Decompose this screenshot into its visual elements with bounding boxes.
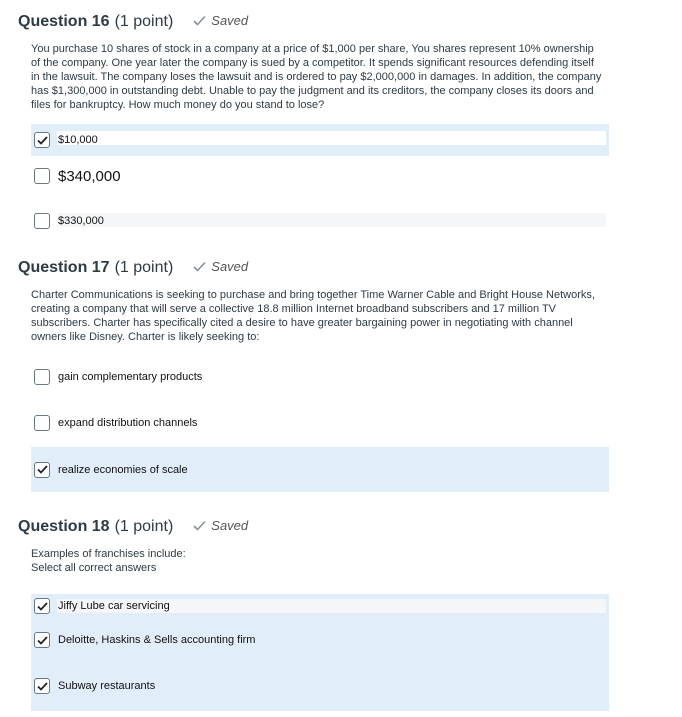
question-text: Charter Communications is seeking to purchase and bring together Time Warner Cable and Bright House Networks, creating a company that will serve a collective 18.8 million Internet broadband subscribers and 17 million TV subscribers. Charter has specifically cited a desire to have greater bargaining power in negotiating with channel owners like Disney. Charter is likely seeking to: — [31, 289, 595, 343]
answer-option[interactable] — [31, 365, 609, 389]
answer-label: Subway restaurants — [58, 680, 156, 692]
answer-label: expand distribution channels — [58, 417, 198, 429]
answer-label: realize economies of scale — [58, 463, 188, 476]
answer-label: Deloitte, Haskins & Sells accounting firm — [58, 634, 256, 646]
question-points: (1 point) — [114, 518, 174, 535]
answer-checkbox[interactable] — [34, 132, 50, 148]
saved-status — [193, 13, 248, 28]
answer-option[interactable] — [31, 674, 609, 698]
checkmark-icon — [193, 15, 206, 26]
answer-checkbox[interactable] — [34, 415, 50, 431]
answer-checkbox[interactable] — [34, 678, 50, 694]
checkmark-icon — [193, 261, 206, 272]
answer-label: $340,000 — [58, 167, 121, 185]
checkmark-icon — [37, 682, 48, 691]
answer-option[interactable] — [31, 628, 609, 652]
answer-option[interactable] — [31, 411, 609, 435]
answer-option[interactable] — [31, 447, 609, 492]
answer-checkbox[interactable] — [34, 632, 50, 648]
question-text: You purchase 10 shares of stock in a company at a price of $1,000 per share, You shares represent 10% ownership of the company. One year later the company is sued by a competitor. It spends significant resources defending itself in the lawsuit. The company loses the lawsuit and is ordered to pay $2,000,000 in damages. In addition, the company has $1,300,000 in outstanding debt. Unable to pay the judgment and its creditors, the company closes its doors and files for bankruptcy. How much money do you stand to lose? — [31, 43, 602, 111]
answer-checkbox[interactable] — [34, 598, 50, 614]
question-17-header — [18, 259, 248, 277]
checkmark-icon — [37, 602, 48, 611]
answer-option[interactable] — [31, 124, 609, 156]
checkmark-icon — [37, 636, 48, 645]
saved-label: Saved — [211, 518, 249, 533]
question-16-header — [18, 13, 248, 31]
question-points: (1 point) — [114, 259, 174, 276]
question-text-line: Select all correct answers — [31, 562, 157, 574]
answer-checkbox[interactable] — [34, 168, 50, 184]
saved-status — [193, 259, 248, 274]
question-text-line: Examples of franchises include: — [31, 548, 186, 560]
question-title: Question 17 — [18, 259, 110, 276]
checkmark-icon — [37, 465, 48, 474]
question-title: Question 18 — [18, 518, 110, 535]
question-points: (1 point) — [114, 13, 174, 30]
answer-label: Jiffy Lube car servicing — [58, 600, 170, 612]
answer-option[interactable] — [31, 594, 609, 618]
question-title: Question 16 — [18, 13, 110, 30]
answer-label: $330,000 — [58, 215, 104, 227]
answer-option[interactable] — [31, 209, 609, 233]
checkmark-icon — [37, 136, 48, 145]
question-text — [31, 547, 603, 575]
answer-highlight — [57, 131, 606, 145]
saved-label: Saved — [211, 259, 249, 274]
answer-label: $10,000 — [58, 134, 98, 146]
question-18-header — [18, 518, 248, 536]
answer-highlight — [57, 213, 606, 227]
checkmark-icon — [193, 520, 206, 531]
answer-option[interactable] — [31, 164, 609, 188]
answer-checkbox[interactable] — [34, 213, 50, 229]
saved-label: Saved — [211, 13, 249, 28]
answer-checkbox[interactable] — [34, 462, 50, 478]
answer-checkbox[interactable] — [34, 369, 50, 385]
answer-label: gain complementary products — [58, 371, 203, 383]
saved-status — [193, 518, 248, 533]
